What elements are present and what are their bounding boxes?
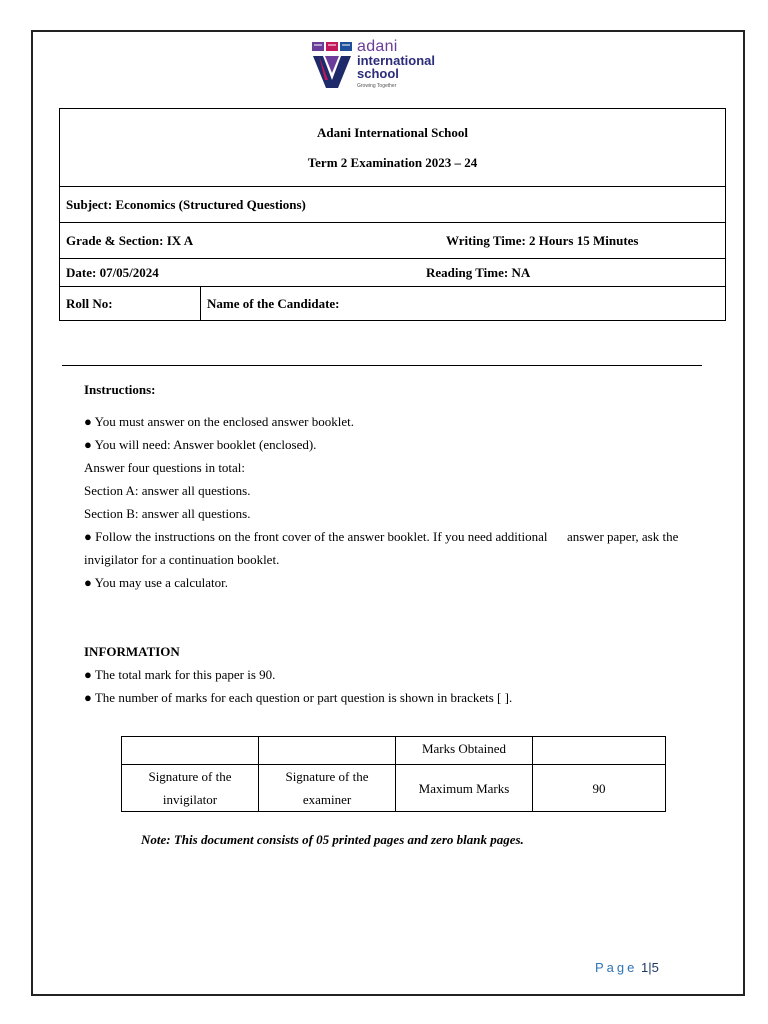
exam-date: Date: 07/05/2024 xyxy=(66,264,159,280)
candidate-name-cell: Name of the Candidate: xyxy=(201,287,726,321)
instructions-section xyxy=(84,378,734,594)
page-word: Page xyxy=(595,960,638,975)
school-logo xyxy=(311,38,451,92)
writing-time: Writing Time: 2 Hours 15 Minutes xyxy=(446,232,639,248)
marks-row-bottom xyxy=(122,765,666,812)
roll-no-cell: Roll No: xyxy=(60,287,201,321)
instruction-line: ● You will need: Answer booklet (enclosed). xyxy=(84,437,317,452)
maximum-marks-label: Maximum Marks xyxy=(396,765,533,812)
grade-row xyxy=(60,223,726,259)
logo-brand: adani xyxy=(357,38,398,55)
instruction-line: Answer four questions in total: xyxy=(84,460,246,475)
title-row xyxy=(60,109,726,187)
title-cell xyxy=(60,109,726,187)
date-row xyxy=(60,259,726,287)
instruction-line: Section A: answer all questions. xyxy=(84,483,251,498)
marks-obtained-box xyxy=(533,737,666,765)
logo-text xyxy=(357,40,435,90)
logo-line-school: school xyxy=(357,66,399,81)
date-cell xyxy=(60,259,726,287)
roll-row xyxy=(60,287,726,321)
grade-cell xyxy=(60,223,726,259)
subject-cell: Subject: Economics (Structured Questions) xyxy=(60,187,726,223)
exam-title: Term 2 Examination 2023 – 24 xyxy=(307,154,478,170)
logo-tagline: Growing Together xyxy=(357,83,397,89)
horizontal-rule xyxy=(62,365,702,366)
invigilator-signature-label: Signature of the invigilator xyxy=(122,765,259,812)
invigilator-signature-box xyxy=(122,737,259,765)
page-separator: | xyxy=(648,960,652,975)
reading-time: Reading Time: NA xyxy=(426,264,531,280)
marks-table xyxy=(121,736,666,812)
instruction-line: ● You must answer on the enclosed answer booklet. xyxy=(84,414,354,429)
information-line: ● The number of marks for each question or part question is shown in brackets [ ]. xyxy=(84,690,513,705)
instruction-line: Section B: answer all questions. xyxy=(84,506,251,521)
marks-obtained-label: Marks Obtained xyxy=(396,737,533,765)
examiner-signature-label: Signature of the examiner xyxy=(259,765,396,812)
exam-header-table xyxy=(59,108,726,321)
examiner-signature-box xyxy=(259,737,396,765)
instructions-heading: Instructions: xyxy=(84,382,156,397)
grade-section: Grade & Section: IX A xyxy=(66,232,194,248)
marks-row-top xyxy=(122,737,666,765)
information-heading: INFORMATION xyxy=(84,644,180,659)
school-crest-icon xyxy=(311,40,353,90)
maximum-marks-value: 90 xyxy=(533,765,666,812)
page-footer xyxy=(595,960,659,975)
current-page: 1 xyxy=(641,960,649,975)
logo-line-international: international xyxy=(357,53,436,68)
information-section xyxy=(84,640,734,709)
document-note: Note: This document consists of 05 printed pages and zero blank pages. xyxy=(141,832,524,847)
instruction-line: ● You may use a calculator. xyxy=(84,575,228,590)
information-line: ● The total mark for this paper is 90. xyxy=(84,667,276,682)
total-pages: 5 xyxy=(651,960,659,975)
instruction-line: ● Follow the instructions on the front cover of the answer booklet. If you need additional answer paper, ask the invigilator for a continuation booklet. xyxy=(84,529,682,567)
school-name: Adani International School xyxy=(317,124,468,140)
subject-row xyxy=(60,187,726,223)
